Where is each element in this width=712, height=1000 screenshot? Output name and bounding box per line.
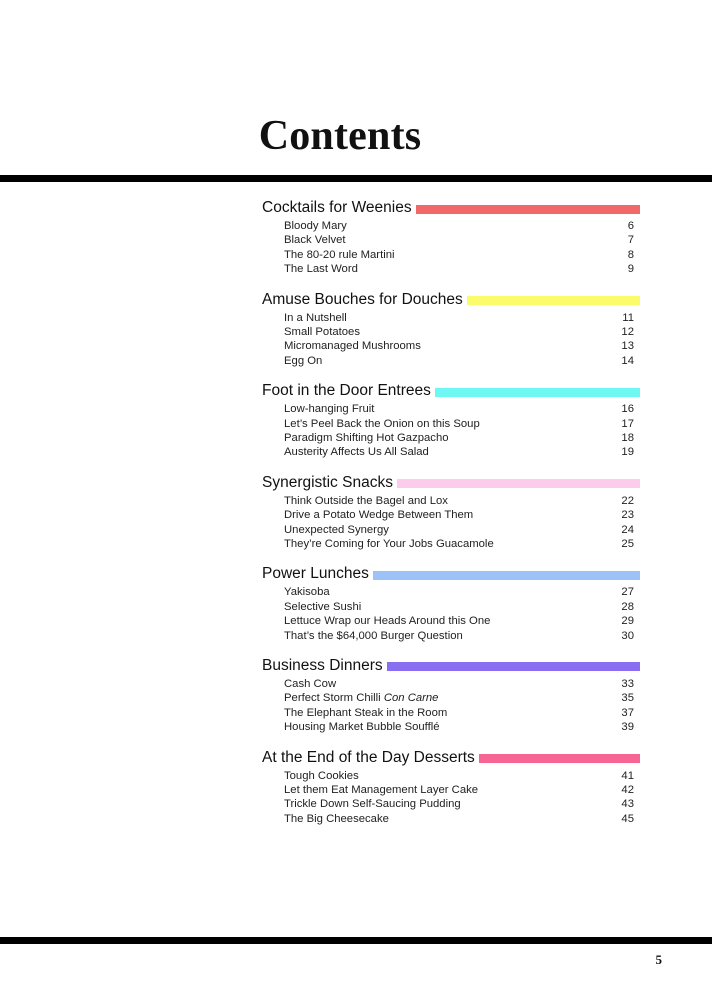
- entry-page-number: 29: [621, 615, 634, 628]
- toc-section: [262, 655, 640, 747]
- entry-title-text: Bloody Mary: [284, 220, 347, 232]
- section-title: Amuse Bouches for Douches: [262, 290, 463, 308]
- entry-title-text: Let them Eat Management Layer Cake: [284, 783, 479, 796]
- entry-title-text: Micromanaged Mushrooms: [284, 340, 421, 353]
- toc-entry[interactable]: [284, 248, 640, 262]
- toc-entry[interactable]: [284, 508, 640, 522]
- entry-title: [284, 720, 440, 734]
- toc-section: [262, 747, 640, 839]
- toc-entry[interactable]: [284, 691, 640, 705]
- section-color-bar: [467, 296, 640, 305]
- section-color-bar: [387, 662, 640, 671]
- entry-page-number: 24: [621, 523, 634, 536]
- entry-page-number: 7: [627, 234, 634, 247]
- entry-title: [284, 233, 346, 247]
- entry-title-text: Trickle Down Self-Saucing Pudding: [284, 798, 461, 811]
- section-title: Cocktails for Weenies: [262, 199, 412, 216]
- section-title: Business Dinners: [262, 656, 383, 674]
- entry-list: [284, 219, 640, 277]
- entry-title-text: Paradigm Shifting Hot Gazpacho: [284, 432, 449, 444]
- section-color-bar: [373, 571, 640, 580]
- section-title: Power Lunches: [262, 565, 369, 583]
- section-heading[interactable]: [262, 197, 640, 219]
- entry-title-text: Cash Cow: [284, 677, 337, 690]
- entry-title-text: Drive a Potato Wedge Between Them: [284, 509, 474, 522]
- entry-title-text: Think Outside the Bagel and Lox: [284, 494, 448, 507]
- toc-entry[interactable]: [284, 783, 640, 797]
- entry-page-number: 18: [621, 432, 634, 444]
- entry-page-number: 9: [627, 263, 634, 276]
- entry-page-number: 14: [621, 354, 634, 367]
- entry-page-number: 42: [621, 783, 634, 796]
- section-title: Synergistic Snacks: [262, 473, 393, 491]
- entry-title-text: Tough Cookies: [284, 769, 359, 782]
- toc-entry[interactable]: [284, 812, 640, 826]
- entry-title-text: The Elephant Steak in the Room: [284, 706, 448, 719]
- toc-entry[interactable]: [284, 720, 640, 734]
- toc-entry[interactable]: [284, 417, 640, 431]
- entry-title: [284, 219, 347, 233]
- toc-entry[interactable]: [284, 431, 640, 445]
- section-color-bar: [416, 205, 640, 214]
- entry-page-number: 19: [621, 446, 634, 459]
- entry-title-text: Egg On: [284, 354, 323, 367]
- entry-list: [284, 402, 640, 460]
- entry-list: [284, 677, 640, 735]
- entry-title: [284, 537, 494, 551]
- section-title: Foot in the Door Entrees: [262, 382, 431, 400]
- entry-page-number: 25: [621, 538, 634, 550]
- entry-list: [284, 769, 640, 827]
- entry-title-text: The Last Word: [284, 263, 358, 276]
- entry-title-text: Austerity Affects Us All Salad: [284, 446, 429, 459]
- toc-section: [262, 472, 640, 564]
- toc-entry[interactable]: [284, 769, 640, 783]
- entry-title-text: The 80-20 rule Martini: [284, 248, 395, 261]
- entry-title: [284, 706, 447, 720]
- entry-title-text: The Big Cheesecake: [284, 812, 389, 825]
- section-color-bar: [435, 388, 640, 397]
- entry-title-text: Let’s Peel Back the Onion on this Soup: [284, 417, 480, 430]
- entry-title: [284, 629, 463, 643]
- section-heading[interactable]: [262, 563, 640, 585]
- entry-title: [284, 600, 361, 614]
- toc-entry[interactable]: [284, 614, 640, 628]
- entry-title: [284, 677, 336, 691]
- entry-page-number: 28: [621, 600, 634, 613]
- entry-page-number: 13: [621, 340, 634, 353]
- entry-title: [284, 783, 478, 797]
- entry-title: [284, 585, 330, 599]
- toc-entry[interactable]: [284, 354, 640, 368]
- toc-entry[interactable]: [284, 629, 640, 643]
- page-title: Contents: [258, 113, 422, 159]
- section-color-bar: [397, 479, 640, 488]
- entry-page-number: 45: [621, 812, 634, 825]
- entry-page-number: 6: [627, 220, 634, 232]
- toc-entry[interactable]: [284, 339, 640, 353]
- toc-entry[interactable]: [284, 537, 640, 551]
- top-rule: [0, 175, 712, 182]
- entry-title: [284, 262, 358, 276]
- entry-title-text: Low-hanging Fruit: [284, 403, 375, 416]
- entry-title: [284, 494, 448, 508]
- entry-page-number: 12: [621, 326, 634, 338]
- entry-title-text: That’s the $64,000 Burger Question: [284, 629, 463, 642]
- entry-title: [284, 402, 374, 416]
- toc-entry[interactable]: [284, 494, 640, 508]
- toc-entry[interactable]: [284, 585, 640, 599]
- entry-page-number: 30: [621, 629, 634, 642]
- entry-list: [284, 494, 640, 552]
- entry-page-number: 35: [621, 692, 634, 705]
- toc-entry[interactable]: [284, 677, 640, 691]
- entry-title-text: Unexpected Synergy: [284, 523, 389, 536]
- toc-entry[interactable]: [284, 311, 640, 325]
- entry-page-number: 43: [621, 798, 634, 811]
- entry-title-italic: Con Carne: [383, 692, 439, 705]
- entry-title: [284, 614, 490, 628]
- entry-title-text: They’re Coming for Your Jobs Guacamole: [284, 538, 494, 550]
- entry-title: [284, 248, 395, 262]
- section-color-bar: [479, 754, 640, 763]
- entry-page-number: 11: [622, 311, 634, 324]
- entry-page-number: 8: [627, 248, 634, 261]
- entry-title-text: Black Velvet: [284, 234, 346, 247]
- section-heading[interactable]: [262, 289, 640, 311]
- entry-list: [284, 311, 640, 369]
- toc-section: [262, 289, 640, 381]
- toc-entry[interactable]: [284, 797, 640, 811]
- section-heading[interactable]: [262, 380, 640, 402]
- section-heading[interactable]: [262, 472, 640, 494]
- toc-entry[interactable]: [284, 325, 640, 339]
- entry-page-number: 16: [621, 403, 634, 416]
- toc-entry[interactable]: [284, 402, 640, 416]
- toc-section: [262, 380, 640, 472]
- entry-title: [284, 769, 359, 783]
- entry-list: [284, 585, 640, 643]
- entry-title-text: Housing Market Bubble Soufflé: [284, 721, 440, 734]
- toc-entry[interactable]: [284, 219, 640, 233]
- toc-entry[interactable]: [284, 262, 640, 276]
- entry-title-text: In a Nutshell: [284, 311, 347, 324]
- entry-page-number: 37: [621, 706, 634, 719]
- toc-entry[interactable]: [284, 600, 640, 614]
- bottom-rule: [0, 937, 712, 944]
- entry-page-number: 33: [621, 677, 634, 690]
- section-title: At the End of the Day Desserts: [262, 748, 475, 766]
- toc-entry[interactable]: [284, 233, 640, 247]
- entry-title-text: Perfect Storm Chilli: [284, 692, 384, 705]
- toc-entry[interactable]: [284, 445, 640, 459]
- entry-title: [284, 431, 449, 445]
- entry-title: [284, 339, 421, 353]
- entry-page-number: 39: [621, 721, 634, 734]
- entry-title-text: Small Potatoes: [284, 326, 360, 338]
- entry-page-number: 17: [621, 417, 634, 430]
- entry-title-text: Selective Sushi: [284, 600, 362, 613]
- entry-page-number: 41: [621, 769, 634, 782]
- entry-title: [284, 812, 389, 826]
- entry-title: [284, 311, 347, 325]
- toc-entry[interactable]: [284, 706, 640, 720]
- entry-title-text: Lettuce Wrap our Heads Around this One: [284, 615, 491, 628]
- section-heading[interactable]: [262, 655, 640, 677]
- entry-page-number: 23: [621, 509, 634, 522]
- entry-title: [284, 325, 360, 339]
- toc-section: [262, 563, 640, 655]
- entry-title: [284, 354, 322, 368]
- entry-page-number: 22: [621, 494, 634, 507]
- section-heading[interactable]: [262, 747, 640, 769]
- entry-title: [284, 691, 438, 705]
- entry-title: [284, 508, 473, 522]
- entry-title: [284, 417, 480, 431]
- page-number: 5: [655, 952, 662, 967]
- entry-title: [284, 445, 429, 459]
- toc-section: [262, 197, 640, 289]
- toc-entry[interactable]: [284, 523, 640, 537]
- table-of-contents: [262, 197, 640, 838]
- entry-title-text: Yakisoba: [284, 586, 330, 599]
- entry-title: [284, 523, 389, 537]
- entry-page-number: 27: [621, 586, 634, 599]
- entry-title: [284, 797, 461, 811]
